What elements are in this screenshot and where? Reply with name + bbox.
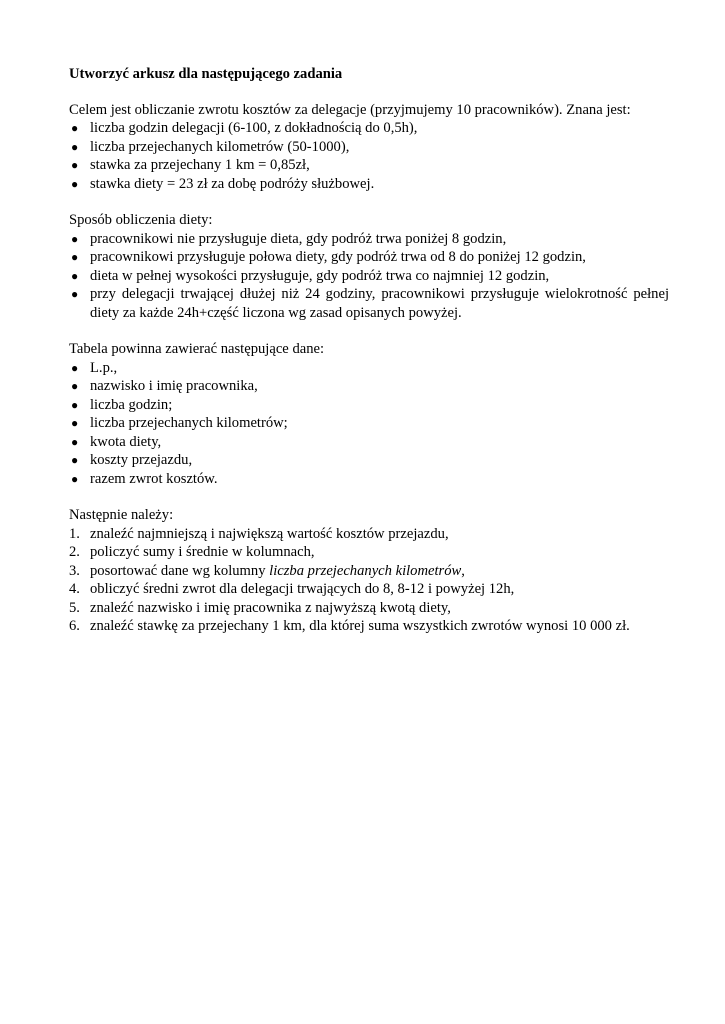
list-item: 4. obliczyć średni zwrot dla delegacji trwających do 8, 8-12 i powyżej 12h, bbox=[69, 581, 515, 597]
list-item: 5. znaleźć nazwisko i imię pracownika z najwyższą kwotą diety, bbox=[69, 599, 451, 616]
bullet-icon: ● bbox=[71, 176, 79, 191]
intro-text: Celem jest obliczanie zwrotu kosztów za delegacje (przyjmujemy 10 pracowników). Znana jest: bbox=[69, 101, 631, 118]
list-item: ● koszty przejazdu, bbox=[71, 452, 193, 468]
list-item: 1. znaleźć najmniejszą i największą wartość kosztów przejazdu, bbox=[69, 525, 449, 542]
list-item: ● nazwisko i imię pracownika, bbox=[71, 378, 258, 394]
list-item: ● stawka diety = 23 zł za dobę podróży służbowej. bbox=[71, 175, 375, 192]
document-page bbox=[69, 65, 669, 654]
list-item: 6. znaleźć stawkę za przejechany 1 km, dla której suma wszystkich zwrotów wynosi 10 000 zł. bbox=[69, 618, 630, 634]
bullet-icon: ● bbox=[71, 268, 79, 283]
table-text: Tabela powinna zawierać następujące dane: bbox=[69, 341, 325, 357]
diet-text: Sposób obliczenia diety: bbox=[69, 212, 213, 228]
diet-section bbox=[69, 211, 669, 322]
bullet-icon: ● bbox=[71, 397, 79, 412]
list-item: ● pracownikowi przysługuje połowa diety, gdy podróż trwa od 8 do poniżej 12 godzin, bbox=[71, 249, 586, 265]
list-item: ● przy delegacji trwającej dłużej niż 24 godziny, pracownikowi przysługuje wielokrotność pełnej diety za każde 24h+część liczona wg zasad opisanych powyżej. bbox=[71, 286, 669, 321]
next-section bbox=[69, 506, 669, 636]
list-number: 2. bbox=[69, 544, 80, 560]
list-item: ● L.p., bbox=[71, 359, 118, 376]
list-number: 4. bbox=[69, 581, 80, 597]
list-item: 3. posortować dane wg kolumny liczba przejechanych kilometrów, bbox=[69, 562, 465, 579]
list-item: ● liczba przejechanych kilometrów (50-1000), bbox=[71, 138, 350, 155]
bullet-icon: ● bbox=[71, 471, 79, 486]
list-item: ● dieta w pełnej wysokości przysługuje, gdy podróż trwa co najmniej 12 godzin, bbox=[71, 267, 550, 284]
table-section bbox=[69, 340, 669, 488]
intro-list bbox=[69, 119, 669, 193]
bullet-icon: ● bbox=[71, 231, 79, 246]
list-number: 1. bbox=[69, 525, 80, 542]
bullet-icon: ● bbox=[71, 453, 79, 467]
bullet-icon: ● bbox=[71, 250, 79, 264]
intro-section bbox=[69, 101, 669, 194]
bullet-icon: ● bbox=[71, 121, 79, 135]
list-item: ● liczba godzin delegacji (6-100, z dokładnością do 0,5h), bbox=[71, 120, 418, 136]
italic-column-name: liczba przejechanych kilometrów bbox=[269, 562, 462, 579]
bullet-icon: ● bbox=[71, 360, 79, 375]
list-item: ● razem zwrot kosztów. bbox=[71, 470, 218, 487]
bullet-icon: ● bbox=[71, 434, 79, 449]
next-list bbox=[69, 525, 669, 636]
list-item: ● stawka za przejechany 1 km = 0,85zł, bbox=[71, 157, 310, 173]
list-item: 2. policzyć sumy i średnie w kolumnach, bbox=[69, 544, 315, 560]
bullet-icon: ● bbox=[71, 287, 79, 301]
list-number: 5. bbox=[69, 599, 80, 616]
diet-list bbox=[69, 230, 669, 323]
document-title: Utworzyć arkusz dla następującego zadania bbox=[69, 66, 343, 82]
list-number: 3. bbox=[69, 562, 80, 579]
list-item: ● pracownikowi nie przysługuje dieta, gdy podróż trwa poniżej 8 godzin, bbox=[71, 230, 507, 247]
next-text: Następnie należy: bbox=[69, 507, 174, 523]
list-item: ● liczba godzin; bbox=[71, 396, 173, 413]
bullet-icon: ● bbox=[71, 139, 79, 154]
list-item: ● liczba przejechanych kilometrów; bbox=[71, 415, 288, 431]
bullet-icon: ● bbox=[71, 158, 79, 172]
list-item: ● kwota diety, bbox=[71, 433, 162, 450]
list-number: 6. bbox=[69, 618, 80, 634]
bullet-icon: ● bbox=[71, 416, 79, 430]
table-list bbox=[69, 359, 669, 489]
bullet-icon: ● bbox=[71, 379, 79, 393]
